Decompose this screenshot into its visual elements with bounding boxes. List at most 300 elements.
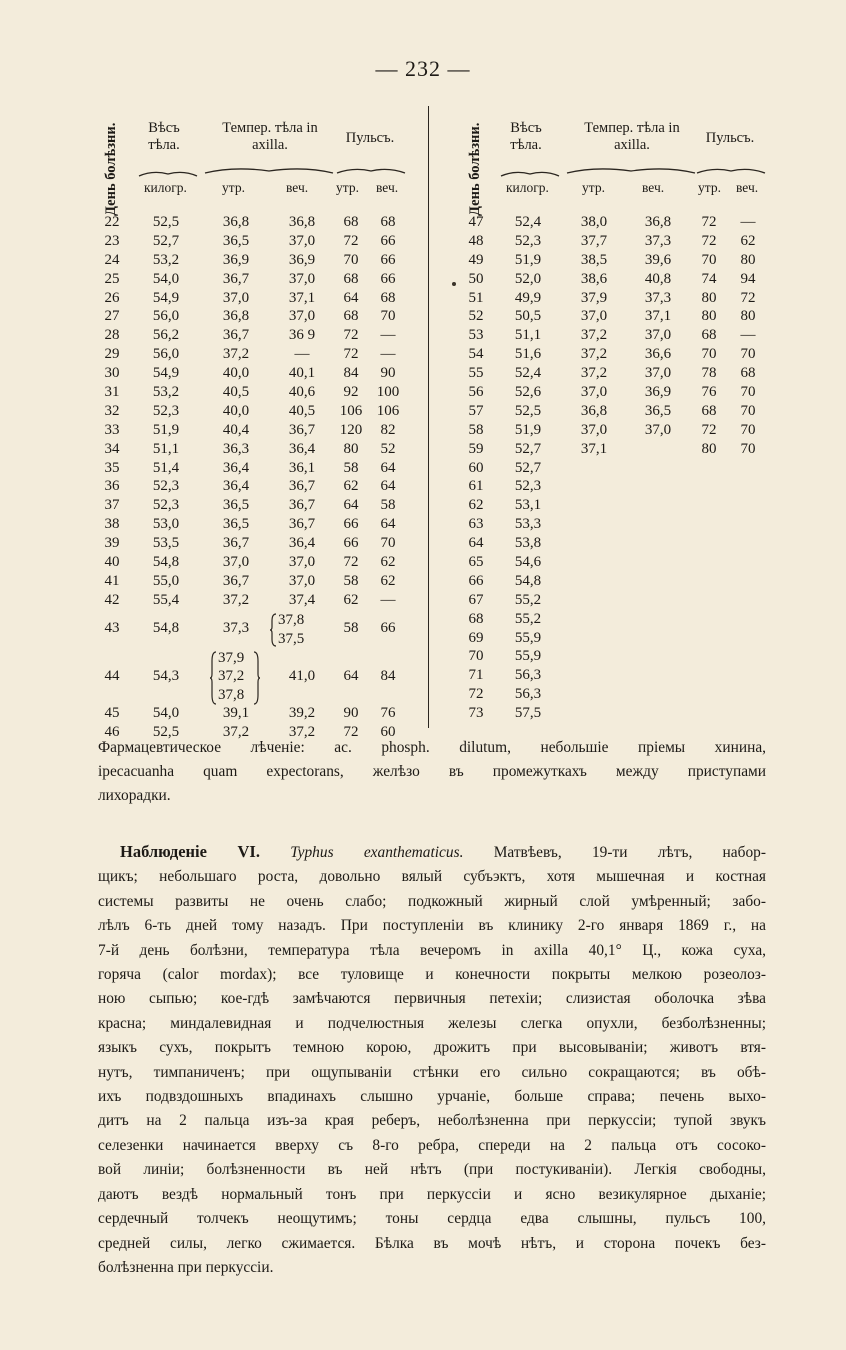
- table-cell: 36,8: [222, 308, 250, 325]
- table-cell: 70: [343, 251, 359, 268]
- table-cell: 37,1: [644, 308, 672, 325]
- table-row: [462, 365, 772, 384]
- observation-line: селезенки начинается вверху съ 8-го ребра, спереди на 2 пальца отъ сосоко-: [98, 1136, 766, 1154]
- table-cell: 37,0: [644, 421, 672, 438]
- table-cell: 51: [468, 289, 484, 306]
- table-cell: 51,1: [152, 440, 180, 457]
- table-cell: 82: [380, 421, 396, 438]
- observation-line: вой линіи; болѣзненности въ ней нѣтъ (при постукиваніи). Легкія свободны,: [98, 1161, 766, 1179]
- table-row: [462, 573, 772, 592]
- table-cell: 66: [380, 251, 396, 268]
- table-cell: 78: [701, 365, 717, 382]
- column-header-day: День болѣзни.: [103, 122, 119, 216]
- table-cell: 56,2: [152, 327, 180, 344]
- table-cell: 37,7: [580, 232, 608, 249]
- brace-icon: [252, 651, 260, 711]
- table-cell: 35: [104, 459, 120, 476]
- table-cell: 61: [468, 478, 484, 495]
- table-row: [462, 403, 772, 422]
- table-body: [98, 214, 428, 743]
- table-cell: 52,7: [514, 440, 542, 457]
- table-cell: 72: [701, 232, 717, 249]
- table-cell: 52,7: [514, 459, 542, 476]
- table-cell: 106: [339, 402, 363, 419]
- table-cell: 47: [468, 214, 484, 230]
- table-cell: 80: [701, 440, 717, 457]
- table-cell: 56,3: [514, 667, 542, 684]
- brace-icon: [270, 613, 278, 653]
- table-cell: 37,3: [644, 289, 672, 306]
- table-cell: 37,3: [222, 619, 250, 636]
- table-row: [462, 384, 772, 403]
- table-cell: 68: [343, 214, 359, 230]
- header-brace: [696, 164, 766, 174]
- table-cell: 74: [701, 270, 717, 287]
- table-cell: 36,7: [222, 327, 250, 344]
- table-row: [98, 705, 428, 724]
- table-cell: 90: [343, 705, 359, 722]
- header-brace: [138, 168, 198, 178]
- table-cell: 66: [343, 516, 359, 533]
- table-cell: 106: [376, 402, 400, 419]
- table-cell: 37,8: [218, 687, 245, 704]
- table-cell: 76: [380, 705, 396, 722]
- table-cell: 41,0: [288, 667, 316, 684]
- table-cell: 94: [740, 270, 756, 287]
- table-cell: 51,9: [514, 251, 542, 268]
- table-row: [462, 478, 772, 497]
- table-cell: 53: [468, 327, 484, 344]
- table-cell: 56,0: [152, 308, 180, 325]
- table-cell: 72: [343, 554, 359, 571]
- table-cell: 52,4: [514, 365, 542, 382]
- table-cell: 37,2: [580, 365, 608, 382]
- table-cell-stack: [218, 649, 244, 706]
- table-cell: 37,0: [580, 384, 608, 401]
- table-cell: 66: [343, 535, 359, 552]
- observation-line: сердечный толчекъ неощутимъ; тоны сердца едва слышны, пульсъ 100,: [98, 1210, 766, 1228]
- table-cell: 70: [740, 421, 756, 438]
- table-cell: 52,3: [514, 478, 542, 495]
- table-cell: 37,0: [222, 289, 250, 306]
- table-row: [462, 422, 772, 441]
- table-cell: 54,3: [152, 667, 180, 684]
- table-row: [462, 611, 772, 630]
- observation-section: [98, 840, 766, 1280]
- table-cell: 38,0: [580, 214, 608, 230]
- table-cell: 39,6: [644, 251, 672, 268]
- table-cell-stack: [278, 611, 304, 649]
- table-cell: 64: [343, 289, 359, 306]
- table-cell: 52,6: [514, 384, 542, 401]
- subheader-evening: веч.: [286, 180, 309, 195]
- table-cell: 55,2: [514, 610, 542, 627]
- table-cell: 36,4: [222, 478, 250, 495]
- table-cell: 70: [740, 440, 756, 457]
- table-cell: 37,2: [288, 724, 316, 741]
- table-row: [462, 460, 772, 479]
- table-cell: 36,4: [222, 459, 250, 476]
- table-cell: 39,1: [222, 705, 250, 722]
- table-cell: 36,8: [288, 214, 316, 230]
- table-cell: 36,9: [222, 251, 250, 268]
- table-cell: 55,9: [514, 629, 542, 646]
- table-cell: 40: [104, 554, 120, 571]
- observation-heading: Наблюденіе VI.: [120, 842, 260, 861]
- table-cell: 42: [104, 591, 120, 608]
- observation-line: Матвѣевъ, 19-ти лѣтъ, набор-: [493, 844, 766, 861]
- table-cell: 38,5: [580, 251, 608, 268]
- subheader-kg: килогр.: [144, 180, 187, 195]
- table-cell: 37,2: [222, 591, 250, 608]
- table-row: [98, 592, 428, 611]
- table-cell: 66: [380, 270, 396, 287]
- table-cell: 37,4: [288, 591, 316, 608]
- table-cell: 36,5: [644, 402, 672, 419]
- table-row: [98, 422, 428, 441]
- brace-icon: [210, 651, 218, 711]
- table-cell: 48: [468, 232, 484, 249]
- table-cell: 25: [104, 270, 120, 287]
- observation-line: лѣлъ 6-ть дней тому назадъ. При поступленіи въ клинику 2-го января 1869 г., на: [98, 917, 766, 935]
- table-cell: 40,4: [222, 421, 250, 438]
- table-cell: 70: [380, 308, 396, 325]
- subheader-pulse-evening: веч.: [736, 180, 759, 195]
- table-cell: 33: [104, 421, 120, 438]
- table-cell: 55,9: [514, 648, 542, 665]
- table-cell: 37,2: [580, 327, 608, 344]
- table-cell: 49: [468, 251, 484, 268]
- table-cell: 92: [343, 384, 359, 401]
- table-cell: 36,9: [644, 384, 672, 401]
- subheader-morning: утр.: [582, 180, 605, 195]
- table-row: [462, 516, 772, 535]
- observation-diagnosis: Typhus exanthematicus.: [290, 844, 464, 861]
- observation-first-line: [98, 840, 766, 865]
- table-row: [98, 441, 428, 460]
- table-row: [98, 233, 428, 252]
- table-cell: 51,6: [514, 346, 542, 363]
- table-row: [98, 290, 428, 309]
- table-cell: 70: [468, 648, 484, 665]
- table-cell: 54,8: [152, 554, 180, 571]
- table-cell: 37,0: [288, 308, 316, 325]
- table-cell: 64: [380, 516, 396, 533]
- table-row: [98, 271, 428, 290]
- table-cell: 37: [104, 497, 120, 514]
- observation-line: красна; миндалевидная и подчелюстныя железы слегка опухли, безболѣзненны;: [98, 1014, 766, 1032]
- table-row: [98, 649, 428, 706]
- table-cell: 50: [468, 270, 484, 287]
- header-brace: [500, 168, 560, 178]
- table-cell: 32: [104, 402, 120, 419]
- subheader-evening: веч.: [642, 180, 665, 195]
- table-cell: 29: [104, 346, 120, 363]
- table-cell: 51,9: [152, 421, 180, 438]
- table-cell: 62: [343, 478, 359, 495]
- table-cell: 36,5: [222, 232, 250, 249]
- table-cell: 64: [380, 459, 396, 476]
- table-cell: 70: [740, 346, 756, 363]
- table-cell: 50,5: [514, 308, 542, 325]
- table-cell: 37,0: [288, 572, 316, 589]
- table-cell: 70: [701, 251, 717, 268]
- table-row: [98, 308, 428, 327]
- table-cell: 37,3: [644, 232, 672, 249]
- table-cell: 31: [104, 384, 120, 401]
- table-row: [98, 365, 428, 384]
- table-row: [98, 403, 428, 422]
- table-cell: 55,4: [152, 591, 180, 608]
- table-cell: 70: [380, 535, 396, 552]
- table-row: [462, 441, 772, 460]
- table-row: [462, 327, 772, 346]
- table-row: [98, 460, 428, 479]
- table-cell: 36,4: [288, 535, 316, 552]
- observation-line: даютъ вездѣ нормальный тонъ при перкуссіи и ясно везикулярное дыханіе;: [98, 1185, 766, 1203]
- table-cell: 63: [468, 516, 484, 533]
- table-cell: 36,8: [222, 214, 250, 230]
- table-cell: 37,2: [222, 724, 250, 741]
- header-brace: [566, 164, 696, 174]
- table-cell: 38,6: [580, 270, 608, 287]
- table-cell: 37,2: [580, 346, 608, 363]
- observation-line: нутъ, тимпаниченъ; при ощупываніи стѣнки его сильно сокращаются; въ обѣ-: [98, 1063, 766, 1081]
- table-cell: 37,2: [218, 668, 245, 685]
- table-cell: 38: [104, 516, 120, 533]
- table-cell: 46: [104, 724, 120, 741]
- table-row: [98, 346, 428, 365]
- table-row: [98, 384, 428, 403]
- note-line: лихорадки.: [98, 787, 171, 804]
- table-cell: 36,7: [288, 516, 316, 533]
- table-cell: 36,5: [222, 497, 250, 514]
- table-cell: 72: [343, 724, 359, 741]
- table-cell: 36,7: [288, 421, 316, 438]
- subheader-pulse-morning: утр.: [336, 180, 359, 195]
- table-cell: 55: [468, 365, 484, 382]
- table-row: [462, 648, 772, 667]
- table-cell: 26: [104, 289, 120, 306]
- table-cell: 64: [343, 497, 359, 514]
- table-cell: 36,7: [222, 535, 250, 552]
- table-cell: 54: [468, 346, 484, 363]
- table-cell: 54,8: [152, 619, 180, 636]
- table-cell: 36,4: [288, 440, 316, 457]
- table-row: [462, 630, 772, 649]
- table-cell: 40,0: [222, 402, 250, 419]
- table-cell: 27: [104, 308, 120, 325]
- observation-line: ихъ подвздошныхъ впадинахъ слышно урчаніе, больше справа; печень выхо-: [98, 1088, 766, 1106]
- table-row: [98, 554, 428, 573]
- table-cell: 37,0: [580, 421, 608, 438]
- table-cell: 36,7: [288, 478, 316, 495]
- observation-line: горяча (calor mordax); все туловище и конечности покрыты мелкою розеолоз-: [98, 966, 766, 984]
- table-cell: 36: [104, 478, 120, 495]
- table-cell: 72: [468, 686, 484, 703]
- table-cell: 37,0: [222, 554, 250, 571]
- note-line: Фармацевтическое лѣченіе: ac. phosph. dilutum, небольшіе пріемы хинина,: [98, 739, 766, 756]
- table-cell: 60: [380, 724, 396, 741]
- table-cell: 56,0: [152, 346, 180, 363]
- table-cell: 40,8: [644, 270, 672, 287]
- table-cell: 72: [701, 214, 717, 230]
- table-cell: 52: [468, 308, 484, 325]
- table-cell: 68: [380, 214, 396, 230]
- table-cell: 40,5: [288, 402, 316, 419]
- observation-line: средней силы, легко сжимается. Бѣлка въ мочѣ нѣтъ, и сторона почекъ без-: [98, 1234, 766, 1252]
- column-header-temperature: Темпер. тѣла in axilla.: [584, 120, 680, 153]
- table-cell: 53,3: [514, 516, 542, 533]
- table-cell: 36,1: [288, 459, 316, 476]
- table-cell: 72: [701, 421, 717, 438]
- table-cell: 54,6: [514, 554, 542, 571]
- header-brace: [336, 164, 406, 174]
- table-cell: 37,0: [288, 232, 316, 249]
- table-cell: 80: [701, 308, 717, 325]
- table-cell: 62: [343, 591, 359, 608]
- table-cell: 54,9: [152, 289, 180, 306]
- table-cell: 36,7: [288, 497, 316, 514]
- table-cell: 36,8: [644, 214, 672, 230]
- table-cell: 41: [104, 572, 120, 589]
- table-cell: 70: [701, 346, 717, 363]
- table-cell: 60: [468, 459, 484, 476]
- table-row: [462, 233, 772, 252]
- table-cell: 66: [380, 232, 396, 249]
- table-cell: 51,1: [514, 327, 542, 344]
- table-cell: 53,2: [152, 251, 180, 268]
- table-cell: 52,3: [514, 232, 542, 249]
- table-cell: 43: [104, 619, 120, 636]
- table-row: [98, 516, 428, 535]
- table-cell: 54,0: [152, 705, 180, 722]
- table-cell: 69: [468, 629, 484, 646]
- observation-line: щикъ; небольшаго роста, довольно вялый субъэктъ, хотя мышечная и костная: [98, 868, 766, 886]
- observation-line: болѣзненна при перкуссіи.: [98, 1258, 274, 1276]
- table-cell: 39,2: [288, 705, 316, 722]
- table-cell: 37,0: [644, 365, 672, 382]
- table-cell: 55,0: [152, 572, 180, 589]
- table-cell: 53,8: [514, 535, 542, 552]
- table-cell: 49,9: [514, 289, 542, 306]
- table-cell: 36,3: [222, 440, 250, 457]
- table-cell: 68: [343, 308, 359, 325]
- table-row: [98, 252, 428, 271]
- table-cell: 62: [468, 497, 484, 514]
- table-cell: 40,1: [288, 365, 316, 382]
- table-row: [462, 686, 772, 705]
- table-cell: 37,0: [288, 554, 316, 571]
- table-cell: 37,0: [580, 308, 608, 325]
- table-cell: 72: [343, 346, 359, 363]
- table-cell: 52,3: [152, 478, 180, 495]
- table-cell: 64: [380, 478, 396, 495]
- table-cell: 53,5: [152, 535, 180, 552]
- table-cell: 54,8: [514, 572, 542, 589]
- table-cell: 84: [380, 667, 396, 684]
- table-row: [462, 535, 772, 554]
- table-row: [462, 705, 772, 724]
- table-cell: 84: [343, 365, 359, 382]
- table-row: [462, 271, 772, 290]
- table-row: [462, 214, 772, 233]
- table-row: [462, 592, 772, 611]
- table-cell: 90: [380, 365, 396, 382]
- table-cell: 59: [468, 440, 484, 457]
- table-divider: [428, 106, 429, 728]
- table-cell: 36,7: [222, 572, 250, 589]
- header-brace: [204, 164, 334, 174]
- table-cell: 65: [468, 554, 484, 571]
- table-cell: 40,6: [288, 384, 316, 401]
- table-row: [98, 214, 428, 233]
- table-cell: 30: [104, 365, 120, 382]
- table-cell: —: [380, 327, 396, 344]
- table-cell: 51,4: [152, 459, 180, 476]
- table-cell: 36,6: [644, 346, 672, 363]
- table-cell: 72: [740, 289, 756, 306]
- table-cell: 56: [468, 384, 484, 401]
- table-cell: 72: [343, 232, 359, 249]
- column-header-pulse: Пульсъ.: [705, 130, 755, 146]
- column-header-temperature: Темпер. тѣла in axilla.: [222, 120, 318, 153]
- observation-line: системы развиты не очень слабо; подкожный жирный слой умѣренный; забо-: [98, 892, 766, 910]
- table-cell: 36 9: [288, 327, 316, 344]
- table-cell: 52,5: [514, 402, 542, 419]
- table-cell: 58: [380, 497, 396, 514]
- table-cell: 37,8: [278, 611, 305, 628]
- table-cell: 52,0: [514, 270, 542, 287]
- table-cell: 36,9: [288, 251, 316, 268]
- table-cell: —: [740, 327, 756, 344]
- table-body: [462, 214, 772, 724]
- table-cell: 64: [468, 535, 484, 552]
- table-cell: 54,0: [152, 270, 180, 287]
- table-cell: —: [740, 214, 756, 230]
- table-cell: 34: [104, 440, 120, 457]
- subheader-pulse-morning: утр.: [698, 180, 721, 195]
- table-cell: 62: [740, 232, 756, 249]
- table-cell: 37,0: [288, 270, 316, 287]
- table-cell: 68: [701, 402, 717, 419]
- subheader-pulse-evening: веч.: [376, 180, 399, 195]
- column-header-weight: Вѣсъ тѣла.: [510, 120, 542, 153]
- table-cell: 37,9: [580, 289, 608, 306]
- note-line: ipecacuanha quam expectorans, желѣзо въ промежуткахъ между приступами: [98, 763, 766, 780]
- table-cell: 37,5: [278, 630, 305, 647]
- table-cell: 73: [468, 705, 484, 722]
- table-cell: 52,5: [152, 214, 180, 230]
- table-row: [462, 497, 772, 516]
- table-cell: 28: [104, 327, 120, 344]
- table-cell: 44: [104, 667, 120, 684]
- table-cell: 53,2: [152, 384, 180, 401]
- table-cell: 37,1: [580, 440, 608, 457]
- table-cell: 52,3: [152, 497, 180, 514]
- table-cell: 70: [740, 402, 756, 419]
- table-cell: 52: [380, 440, 396, 457]
- table-cell: 66: [380, 619, 396, 636]
- table-cell: 57: [468, 402, 484, 419]
- table-cell: 68: [380, 289, 396, 306]
- column-header-weight: Вѣсъ тѣла.: [148, 120, 180, 153]
- column-header-day: День болѣзни.: [467, 122, 483, 216]
- column-header-pulse: Пульсъ.: [345, 130, 395, 146]
- table-cell: 56,3: [514, 686, 542, 703]
- table-cell: —: [380, 346, 396, 363]
- table-cell: 40,5: [222, 384, 250, 401]
